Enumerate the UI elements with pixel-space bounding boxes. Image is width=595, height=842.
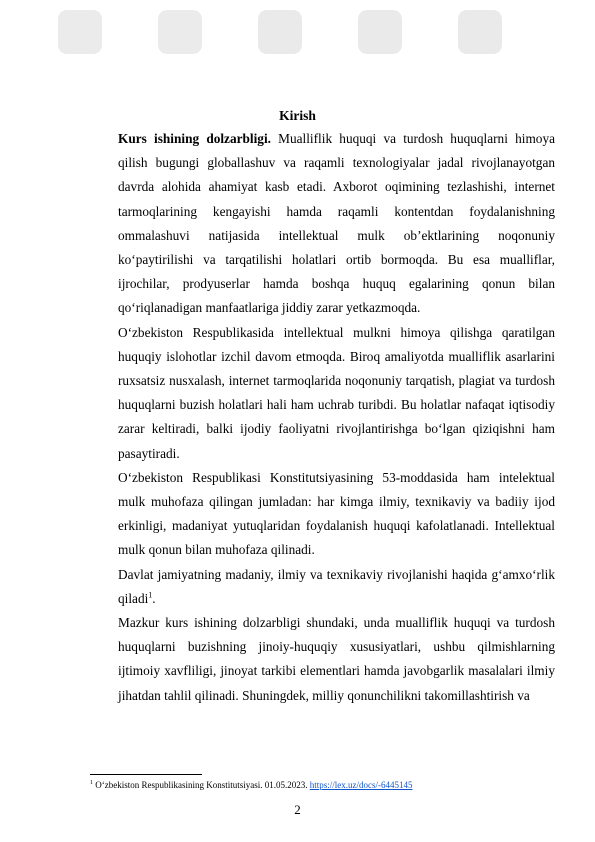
paragraph-4 xyxy=(118,563,555,611)
page-title: Kirish xyxy=(279,108,316,123)
paragraph-5-text: Mazkur kurs ishining dolzarbligi shundaki, unda mualliflik huquqi va turdosh huquqlarni buzishning jinoiy-huquqiy xususiyatlari, ushbu qilmishlarning ijtimoiy xavfliligi, jinoyat tarkibi elementlari hamda javobgarlik masalalari ilmiy jihatdan tahlil qilinadi. Shuningdek, milliy qonunchilikni takomillashtirish va xyxy=(118,615,555,703)
paragraph-1-text: Mualliflik huquqi va turdosh huquqlarni himoya qilish bugungi globallashuv va raqamli texnologiyalar jadal rivojlanayotgan davrda alohida ahamiyat kasb etadi. Axborot oqimining tezlashishi, internet tarmoqlarining kengayishi hamda raqamli kontentdan foydalanishning ommalashuvi natijasida intellektual mulk ob’ektlarining noqonuniy ko‘paytirilishi va tarqatilishi holatlari ortib bormoqda. Bu esa mualliflar, ijrochilar, prodyuserlar hamda boshqa huquq egalarining qonun bilan qo‘riqlanadigan manfaatlariga jiddiy zarar yetkazmoqda. xyxy=(118,131,555,316)
footnote-number: 1 xyxy=(90,780,93,786)
footnote-link[interactable]: https://lex.uz/docs/-6445145 xyxy=(309,780,413,790)
body-text xyxy=(118,127,555,708)
footnote xyxy=(90,780,560,790)
page-number: 2 xyxy=(294,802,301,817)
lead-phrase: Kurs ishining dolzarbligi. xyxy=(118,131,271,146)
paragraph-2 xyxy=(118,321,555,466)
paragraph-5 xyxy=(118,611,555,708)
paragraph-2-text: O‘zbekiston Respublikasida intellektual mulkni himoya qilishga qaratilgan huquqiy islohotlar izchil davom etmoqda. Biroq amaliyotda mualliflik asarlarini ruxsatsiz nusxalash, internet tarmoqlarida noqonuniy tarqatish, plagiat va turdosh huquqlarni buzish holatlari hali ham uchrab turibdi. Bu holatlar nafaqat iqtisodiy zarar keltiradi, balki ijodiy faoliyatni rivojlantirishga bo‘lgan qiziqishni ham pasaytiradi. xyxy=(118,324,555,461)
watermark-logos xyxy=(0,10,595,70)
paragraph-3-text: O‘zbekiston Respublikasi Konstitutsiyasining 53-moddasida ham intelektual mulk muhofaza qilingan jumladan: har kimga ilmiy, texnikaviy va badiiy ijod erkinligi, madaniyat yutuqlaridan foydalanish huquqi kafolatlanadi. Intellektual mulk qonun bilan muhofaza qilinadi. xyxy=(118,469,555,558)
footnote-separator xyxy=(90,774,202,775)
footnote-text: O‘zbekiston Respublikasining Konstitutsiyasi. 01.05.2023. xyxy=(93,780,310,790)
footnote-ref[interactable]: 1 xyxy=(148,590,153,600)
paragraph-3 xyxy=(118,466,555,563)
paragraph-4-text: Davlat jamiyatning madaniy, ilmiy va texnikaviy rivojlanishi haqida g‘amxo‘rlik qiladi xyxy=(118,566,555,606)
paragraph-4-tail: . xyxy=(152,590,156,606)
paragraph-1 xyxy=(118,127,555,321)
